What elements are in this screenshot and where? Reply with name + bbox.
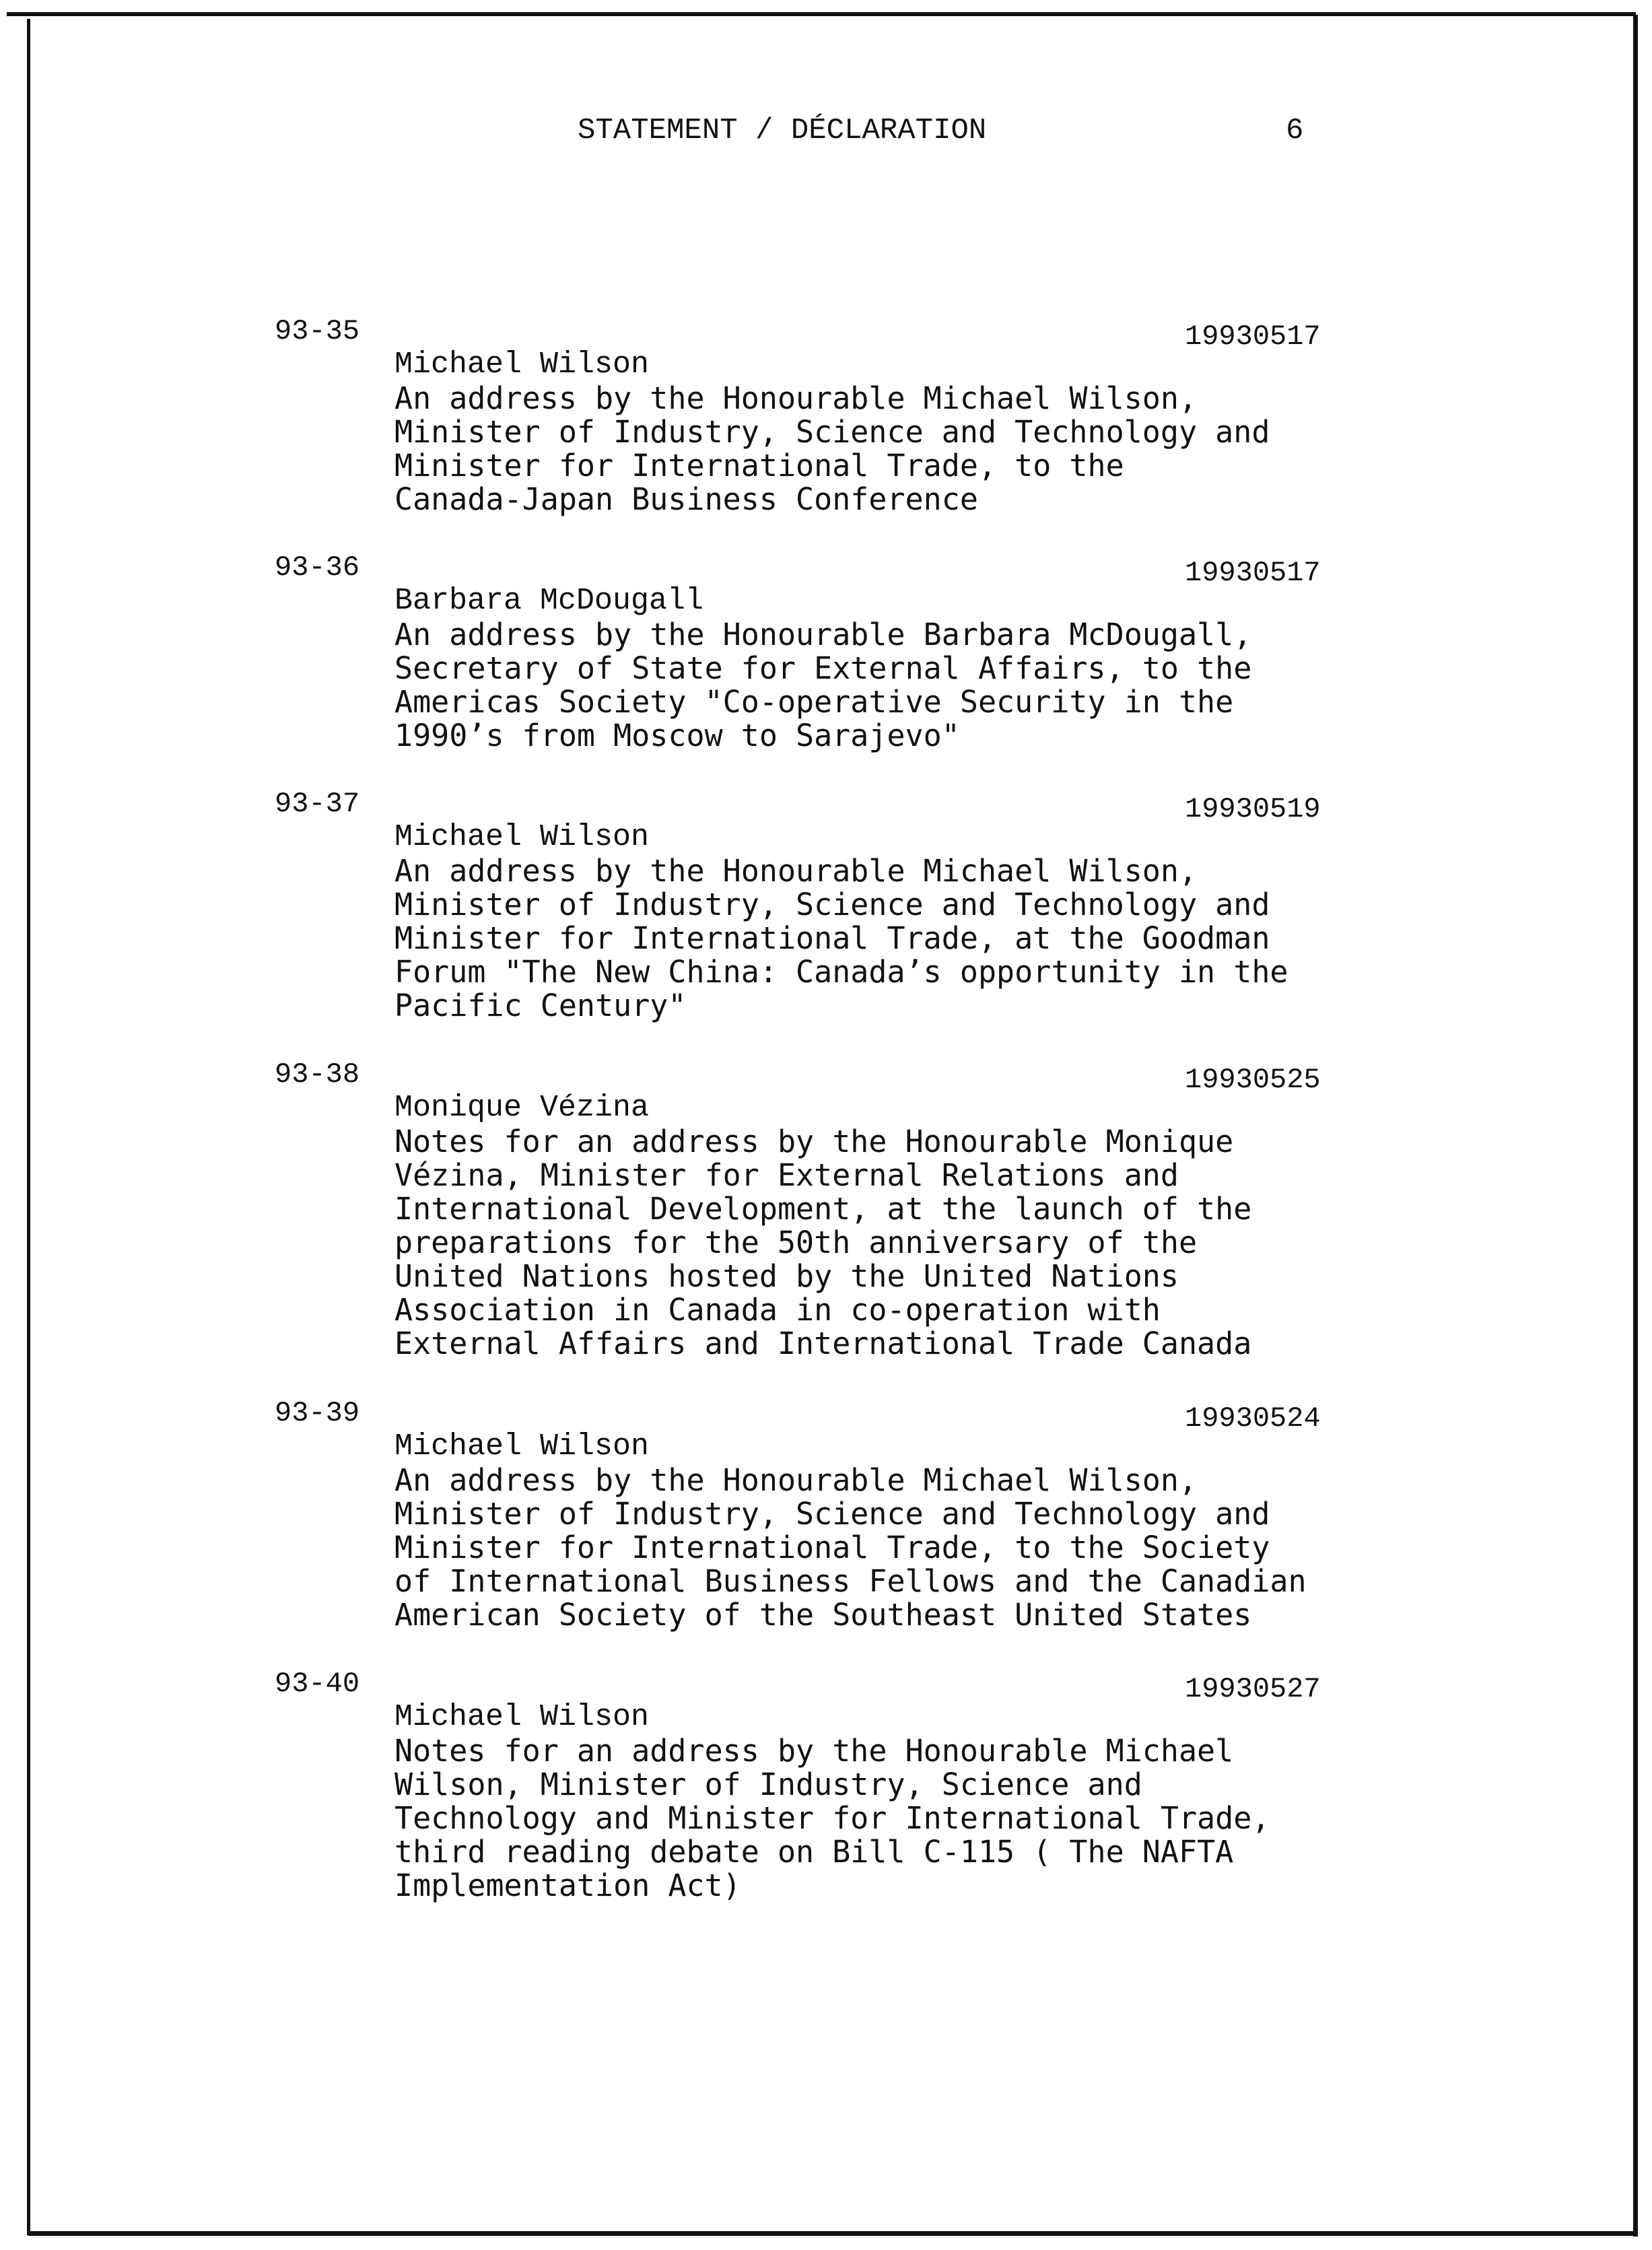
statement-date: 19930519 — [1185, 793, 1321, 825]
statement-number: 93-36 — [275, 551, 360, 584]
speaker-name: Michael Wilson — [394, 1700, 650, 1734]
statement-number: 93-40 — [275, 1668, 360, 1700]
statement-description: Notes for an address by the Honourable Michael Wilson, Minister of Industry, Science and Technology and Minister for International Trade, third reading debate on Bill C-115 ( The NAFTA Implementation Act) — [394, 1733, 1270, 1903]
statement-description: An address by the Honourable Michael Wilson, Minister of Industry, Science and Technology and Minister for International Trade, to the Canada-Japan Business Conference — [394, 380, 1270, 517]
page-border-top — [7, 12, 1636, 16]
page-border-right — [1633, 15, 1638, 2237]
statement-description: An address by the Honourable Michael Wilson, Minister of Industry, Science and Technology and Minister for International Trade, at the Goodman Forum "The New China: Canada’s opportunity in the Pacific Century" — [394, 853, 1288, 1023]
statement-date: 19930527 — [1185, 1673, 1321, 1705]
statement-description: An address by the Honourable Michael Wilson, Minister of Industry, Science and Technology and Minister for International Trade, to the Society of International Business Fellows and the Canadian American Society of the Southeast United States — [394, 1462, 1307, 1633]
statement-number: 93-37 — [275, 788, 360, 820]
speaker-name: Michael Wilson — [394, 1429, 650, 1464]
speaker-name: Barbara McDougall — [394, 584, 704, 618]
speaker-name: Michael Wilson — [394, 347, 650, 382]
statement-number: 93-38 — [275, 1058, 360, 1091]
statement-description: An address by the Honourable Barbara McDougall, Secretary of State for External Affairs, to the Americas Society "Co-operative Security in the 1990’s from Moscow to Sarajevo" — [394, 617, 1252, 753]
page-border-left — [27, 19, 30, 2235]
page-border-bottom — [28, 2231, 1637, 2236]
statement-number: 93-39 — [275, 1397, 360, 1429]
statement-description: Notes for an address by the Honourable Monique Vézina, Minister for External Relations and International Development, at the launch of the preparations for the 50th anniversary of the United Nations hosted by the United Nations Association in Canada in co-operation with External Affairs and International Trade Canada — [394, 1124, 1252, 1361]
statement-date: 19930517 — [1185, 320, 1321, 353]
speaker-name: Monique Vézina — [394, 1091, 650, 1125]
page-number: 6 — [1286, 114, 1304, 147]
statement-number: 93-35 — [275, 315, 360, 347]
speaker-name: Michael Wilson — [394, 820, 650, 854]
statement-date: 19930517 — [1185, 557, 1321, 589]
document-title: STATEMENT / DÉCLARATION — [578, 114, 987, 147]
statement-date: 19930524 — [1185, 1402, 1321, 1435]
statement-date: 19930525 — [1185, 1064, 1321, 1096]
